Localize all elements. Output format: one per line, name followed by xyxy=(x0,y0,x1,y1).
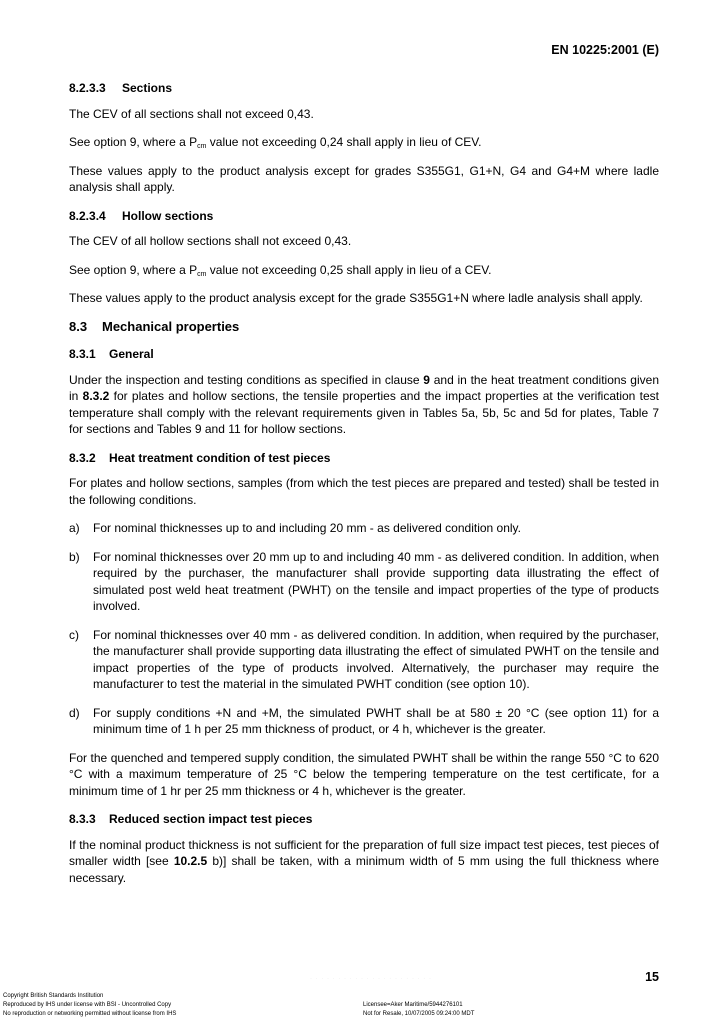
paragraph xyxy=(69,262,659,279)
list-text: For supply conditions +N and +M, the simulated PWHT shall be at 580 ± 20 °C (see option 11) for a minimum time of 1 h per 25 mm thickness of product, or 4 h, whichever is the greater. xyxy=(93,705,659,736)
footer-license xyxy=(363,1001,474,1019)
list-marker: d) xyxy=(69,705,80,720)
heading-8-3-2 xyxy=(69,450,659,467)
paragraph: These values apply to the product analysis except for grades S355G1, G1+N, G4 and G4+M where ladle analysis shall apply. xyxy=(69,163,659,194)
text-run: value not exceeding 0,24 shall apply in lieu of CEV. xyxy=(206,135,482,149)
text-run: If the nominal product thickness is not sufficient for the preparation of full size impact test pieces, test pieces of smaller width [see xyxy=(69,837,659,868)
paragraph xyxy=(69,134,659,151)
heading-title: Mechanical properties xyxy=(102,318,240,334)
heading-number: 8.2.3.3 xyxy=(69,81,106,95)
subscript: cm xyxy=(197,270,207,278)
paragraph: These values apply to the product analysis except for the grade S355G1+N where ladle analysis shall apply. xyxy=(69,291,643,305)
list-item xyxy=(69,705,659,738)
heading-number: 8.3.3 xyxy=(69,812,96,826)
footer-line: Copyright British Standards Institution xyxy=(3,993,104,999)
text-run: for plates and hollow sections, the tensile properties and the impact properties at the verification test temperature shall comply with the relevant requirements given in Tables 5a, 5b, 5c and 5d for plates, Table 7 for sections and Tables 9 and 11 for hollow sections. xyxy=(69,389,659,436)
heading-title: Hollow sections xyxy=(122,208,214,223)
faint-watermark-line: · · · · · · · · · · · · · · · · · · · · · · xyxy=(310,976,432,982)
text-run: value not exceeding 0,25 shall apply in lieu of a CEV. xyxy=(206,262,492,277)
list-item xyxy=(69,627,659,693)
footer-line: Reproduced by IHS under license with BSI - Uncontrolled Copy xyxy=(3,1001,172,1008)
paragraph: The CEV of all hollow sections shall not exceed 0,43. xyxy=(69,234,352,248)
paragraph xyxy=(69,372,659,438)
footer-copyright xyxy=(3,992,176,1018)
list-marker: c) xyxy=(69,627,79,642)
clause-reference: 9 xyxy=(423,372,430,387)
paragraph xyxy=(69,837,659,887)
paragraph: For plates and hollow sections, samples (from which the test pieces are prepared and tested) shall be tested in the following conditions. xyxy=(69,476,659,507)
text-run: Under the inspection and testing conditions as specified in clause xyxy=(69,372,424,387)
text-run: b)] shall be taken, with a minimum width of 5 mm using the full thickness where necessary. xyxy=(69,854,659,885)
list-marker: a) xyxy=(69,521,80,535)
page-content xyxy=(69,80,659,898)
text-run: and in the heat treatment conditions given in xyxy=(69,372,659,403)
heading-number: 8.2.3.4 xyxy=(69,208,106,223)
heading-title: Sections xyxy=(122,81,173,95)
heading-title: General xyxy=(109,347,154,361)
text-run: See option 9, where a P xyxy=(69,262,198,277)
heading-8-3-3 xyxy=(69,811,659,828)
footer-line: Licensee=Aker Maritime/5944276101 xyxy=(363,1002,463,1008)
heading-number: 8.3.2 xyxy=(69,450,96,465)
text-run: See option 9, where a P xyxy=(69,135,198,149)
page-number: 15 xyxy=(645,970,659,984)
heading-number: 8.3 xyxy=(69,318,88,334)
list-item xyxy=(69,549,659,615)
footer-line: No reproduction or networking permitted without license from IHS xyxy=(3,1010,177,1017)
heading-8-2-3-3 xyxy=(69,80,659,97)
list-text: For nominal thicknesses up to and including 20 mm - as delivered condition only. xyxy=(93,521,522,535)
footer-line: Not for Resale, 10/07/2005 09:24:00 MDT xyxy=(363,1010,475,1017)
list-marker: b) xyxy=(69,549,80,564)
list-item xyxy=(69,520,659,537)
subscript: cm xyxy=(197,143,207,150)
heading-title: Heat treatment condition of test pieces xyxy=(109,450,331,465)
clause-reference: 10.2.5 xyxy=(173,854,208,868)
heading-number: 8.3.1 xyxy=(69,347,96,361)
paragraph: The CEV of all sections shall not exceed 0,43. xyxy=(69,106,314,121)
heading-8-3 xyxy=(69,319,659,336)
heading-8-2-3-4 xyxy=(69,208,659,225)
list-text: For nominal thicknesses over 20 mm up to and including 40 mm - as delivered condition. In addition, when required by the purchaser, the manufacturer shall provide supporting data illustrating the effect of simulated post weld heat treatment (PWHT) on the tensile and impact properties of the type of products involved. xyxy=(93,549,659,613)
paragraph: For the quenched and tempered supply condition, the simulated PWHT shall be within the range 550 °C to 620 °C with a maximum temperature of 25 °C below the tempering temperature on the test certificate, for a minimum time of 1 hr per 25 mm thickness or 4 h, whichever is the greater. xyxy=(69,750,659,798)
heading-8-3-1 xyxy=(69,346,659,363)
document-id: EN 10225:2001 (E) xyxy=(551,43,659,57)
list-text: For nominal thicknesses over 40 mm - as delivered condition. In addition, when required by the purchaser, the manufacturer shall provide supporting data illustrating the effect of simulated PWHT on the tensile and impact properties of the type of products involved. Alternatively, the purchaser may require the manufacturer to test the material in the simulated PWHT condition (see option 10). xyxy=(93,627,659,691)
heading-title: Reduced section impact test pieces xyxy=(109,812,313,826)
clause-reference: 8.3.2 xyxy=(82,389,110,403)
